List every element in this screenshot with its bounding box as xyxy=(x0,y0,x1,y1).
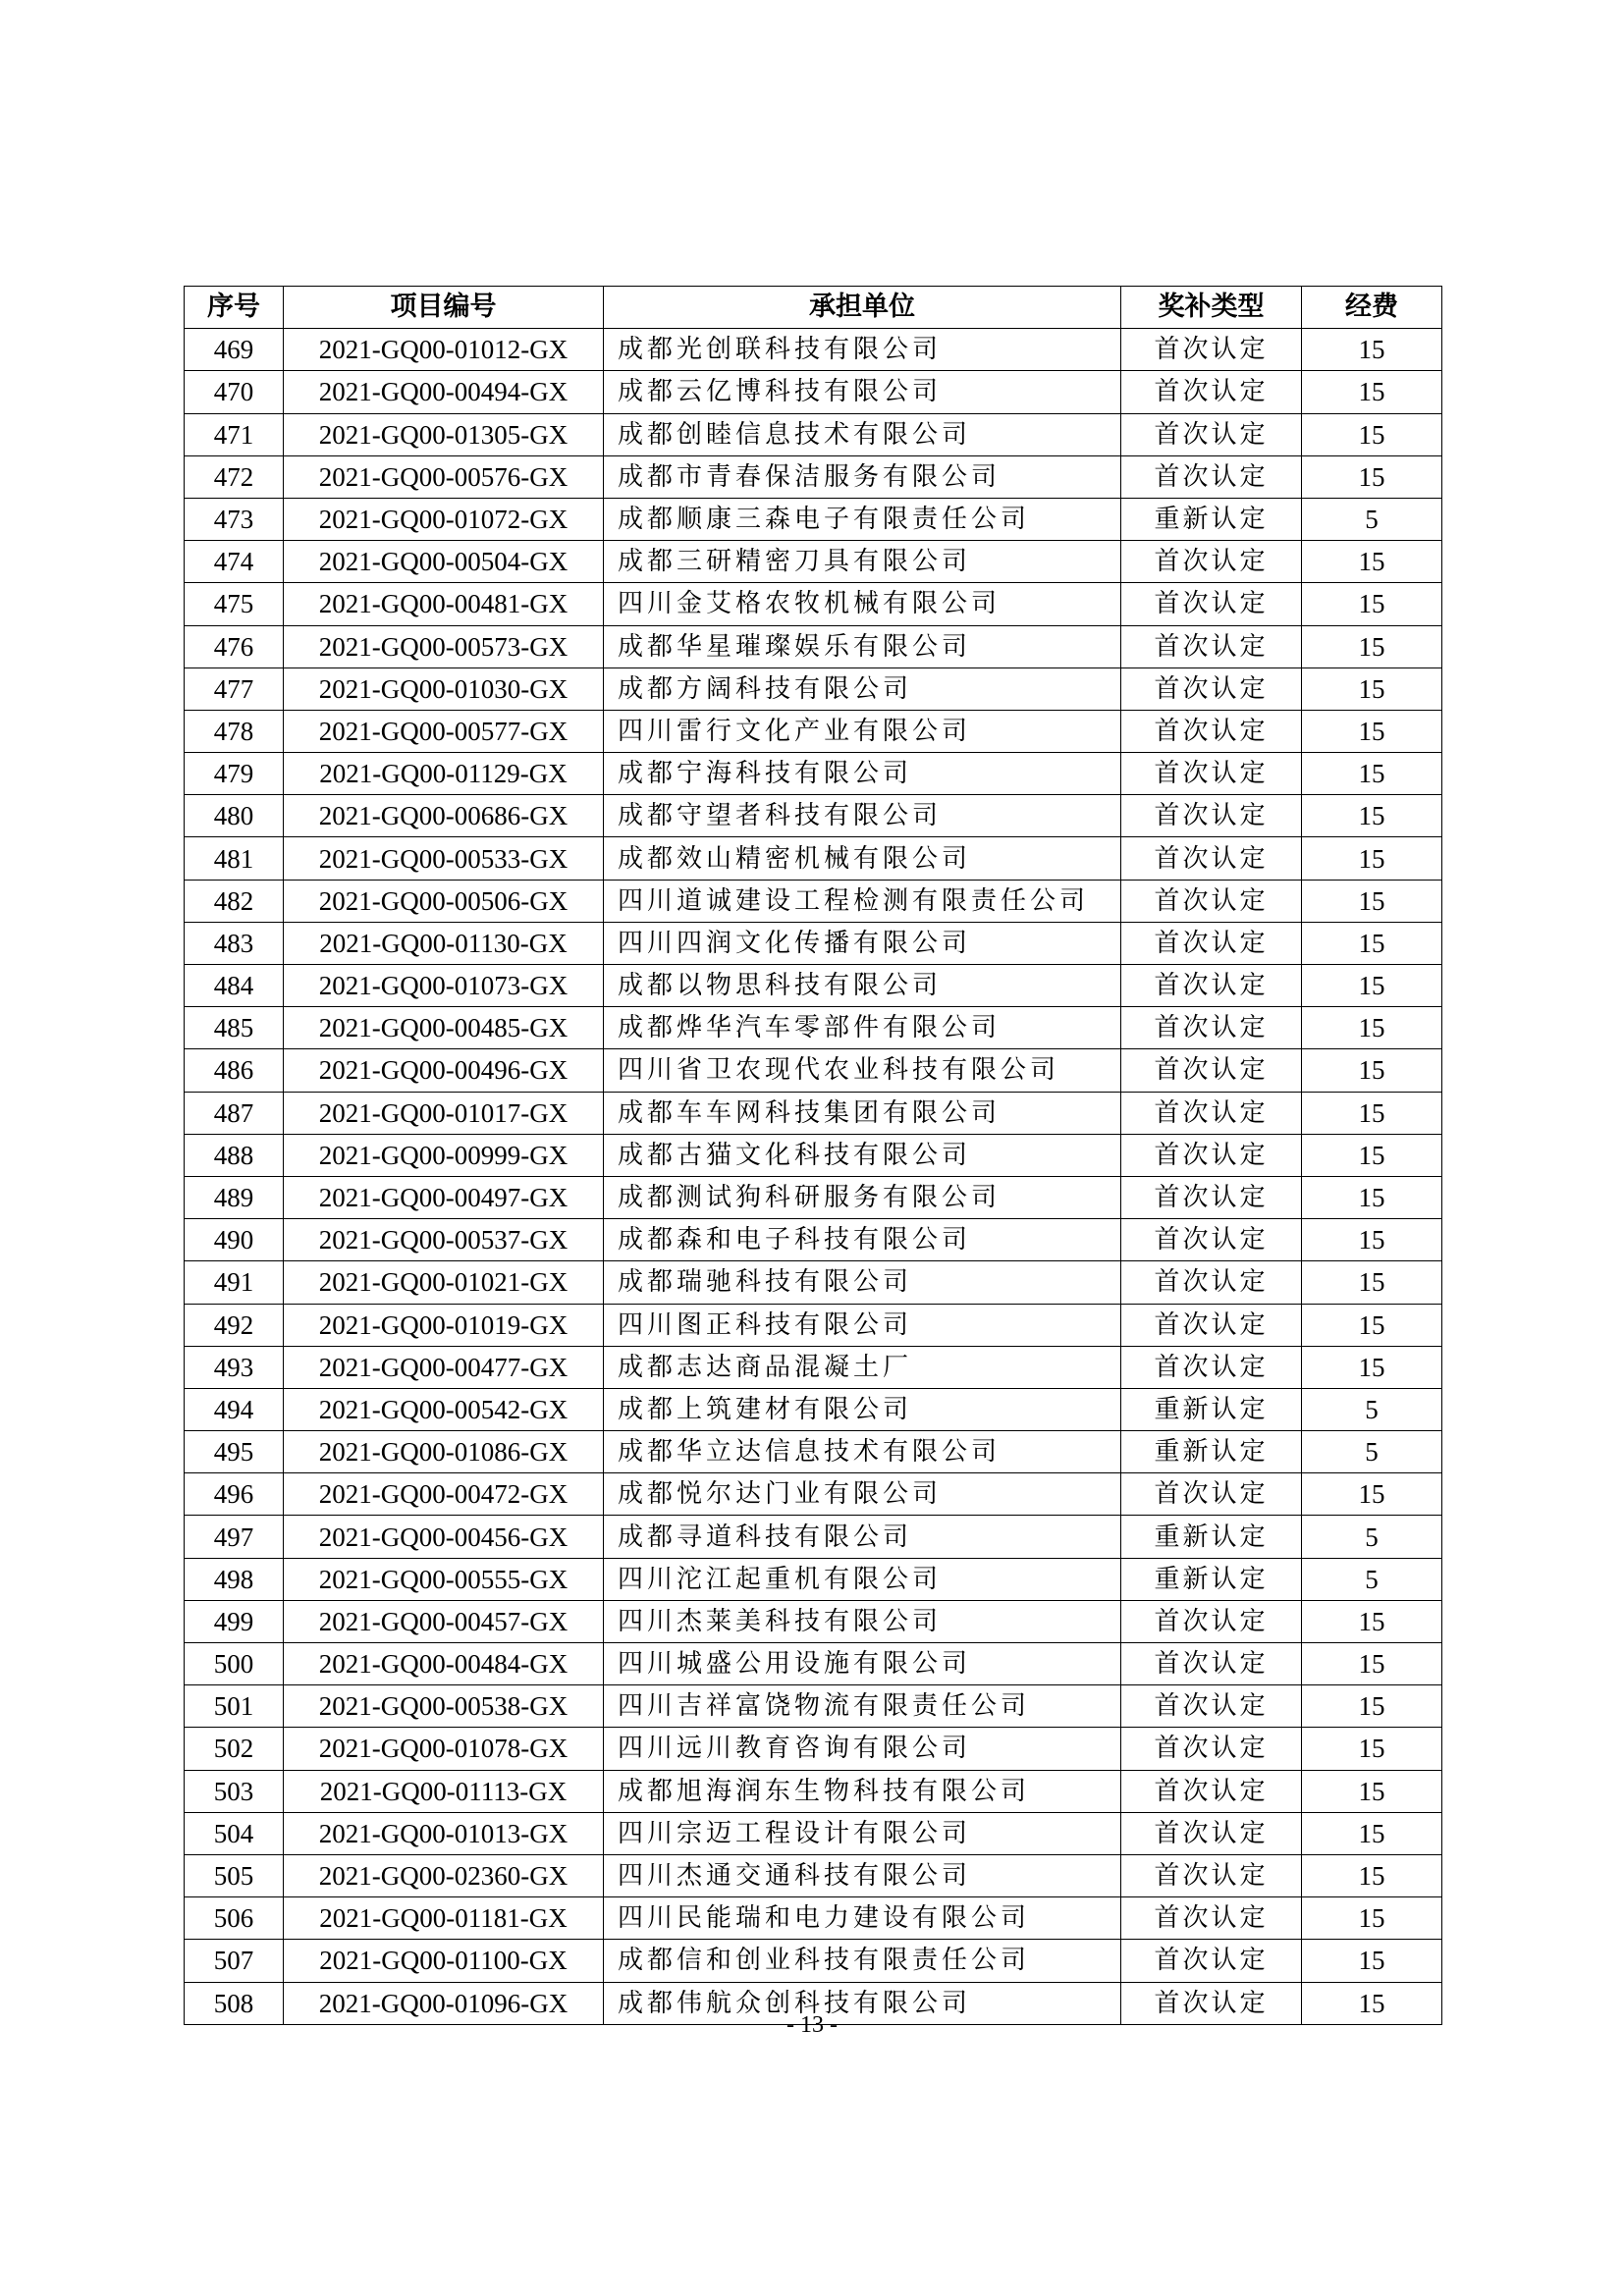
cell-index: 476 xyxy=(185,625,284,667)
cell-subsidy-type: 首次认定 xyxy=(1121,413,1302,455)
cell-project-code: 2021-GQ00-01129-GX xyxy=(284,753,604,795)
cell-organization: 四川杰通交通科技有限公司 xyxy=(604,1854,1121,1896)
table-row xyxy=(185,583,1442,625)
cell-project-code: 2021-GQ00-00481-GX xyxy=(284,583,604,625)
cell-project-code: 2021-GQ00-00542-GX xyxy=(284,1388,604,1430)
cell-organization: 成都华立达信息技术有限公司 xyxy=(604,1431,1121,1473)
cell-organization: 四川沱江起重机有限公司 xyxy=(604,1558,1121,1600)
cell-project-code: 2021-GQ00-00456-GX xyxy=(284,1516,604,1558)
cell-project-code: 2021-GQ00-00537-GX xyxy=(284,1219,604,1261)
cell-organization: 成都创睦信息技术有限公司 xyxy=(604,413,1121,455)
table-row xyxy=(185,1049,1442,1092)
table-row xyxy=(185,1388,1442,1430)
cell-subsidy-type: 首次认定 xyxy=(1121,1643,1302,1685)
cell-funding: 15 xyxy=(1302,1685,1442,1728)
table-row xyxy=(185,965,1442,1007)
cell-index: 475 xyxy=(185,583,284,625)
cell-subsidy-type: 首次认定 xyxy=(1121,1770,1302,1812)
cell-organization: 成都市青春保洁服务有限公司 xyxy=(604,455,1121,498)
cell-organization: 成都瑞驰科技有限公司 xyxy=(604,1261,1121,1304)
cell-subsidy-type: 首次认定 xyxy=(1121,965,1302,1007)
cell-project-code: 2021-GQ00-01012-GX xyxy=(284,329,604,371)
cell-subsidy-type: 首次认定 xyxy=(1121,1007,1302,1049)
cell-organization: 成都顺康三森电子有限责任公司 xyxy=(604,498,1121,540)
cell-funding: 15 xyxy=(1302,583,1442,625)
cell-subsidy-type: 首次认定 xyxy=(1121,1600,1302,1642)
cell-organization: 成都古猫文化科技有限公司 xyxy=(604,1134,1121,1176)
table-row xyxy=(185,1854,1442,1896)
cell-subsidy-type: 重新认定 xyxy=(1121,1558,1302,1600)
cell-index: 472 xyxy=(185,455,284,498)
cell-index: 491 xyxy=(185,1261,284,1304)
header-row xyxy=(185,287,1442,329)
cell-funding: 15 xyxy=(1302,1812,1442,1854)
cell-subsidy-type: 首次认定 xyxy=(1121,371,1302,413)
cell-funding: 15 xyxy=(1302,880,1442,922)
cell-subsidy-type: 首次认定 xyxy=(1121,1134,1302,1176)
table-row xyxy=(185,1516,1442,1558)
cell-funding: 15 xyxy=(1302,1261,1442,1304)
cell-project-code: 2021-GQ00-00472-GX xyxy=(284,1473,604,1516)
page-number: - 13 - xyxy=(786,2012,838,2038)
cell-project-code: 2021-GQ00-01100-GX xyxy=(284,1940,604,1982)
cell-subsidy-type: 首次认定 xyxy=(1121,922,1302,964)
cell-index: 504 xyxy=(185,1812,284,1854)
cell-organization: 四川民能瑞和电力建设有限公司 xyxy=(604,1897,1121,1940)
cell-index: 477 xyxy=(185,667,284,710)
cell-subsidy-type: 首次认定 xyxy=(1121,1473,1302,1516)
cell-funding: 15 xyxy=(1302,1473,1442,1516)
cell-organization: 四川宗迈工程设计有限公司 xyxy=(604,1812,1121,1854)
table-body xyxy=(185,329,1442,2025)
cell-index: 479 xyxy=(185,753,284,795)
table-row xyxy=(185,1770,1442,1812)
table-row xyxy=(185,880,1442,922)
cell-organization: 四川道诚建设工程检测有限责任公司 xyxy=(604,880,1121,922)
cell-funding: 15 xyxy=(1302,625,1442,667)
table-row xyxy=(185,1431,1442,1473)
cell-subsidy-type: 首次认定 xyxy=(1121,1261,1302,1304)
cell-subsidy-type: 首次认定 xyxy=(1121,667,1302,710)
cell-project-code: 2021-GQ00-00538-GX xyxy=(284,1685,604,1728)
cell-organization: 四川杰莱美科技有限公司 xyxy=(604,1600,1121,1642)
cell-funding: 15 xyxy=(1302,329,1442,371)
table-row xyxy=(185,329,1442,371)
cell-funding: 15 xyxy=(1302,710,1442,752)
table-row xyxy=(185,795,1442,837)
cell-subsidy-type: 首次认定 xyxy=(1121,1049,1302,1092)
cell-subsidy-type: 首次认定 xyxy=(1121,753,1302,795)
cell-funding: 15 xyxy=(1302,1134,1442,1176)
cell-subsidy-type: 重新认定 xyxy=(1121,498,1302,540)
cell-project-code: 2021-GQ00-01078-GX xyxy=(284,1728,604,1770)
cell-organization: 四川吉祥富饶物流有限责任公司 xyxy=(604,1685,1121,1728)
cell-index: 506 xyxy=(185,1897,284,1940)
cell-organization: 四川远川教育咨询有限公司 xyxy=(604,1728,1121,1770)
cell-funding: 15 xyxy=(1302,837,1442,880)
table-row xyxy=(185,1812,1442,1854)
cell-organization: 成都测试狗科研服务有限公司 xyxy=(604,1176,1121,1218)
cell-organization: 四川城盛公用设施有限公司 xyxy=(604,1643,1121,1685)
table-row xyxy=(185,1007,1442,1049)
cell-subsidy-type: 首次认定 xyxy=(1121,880,1302,922)
cell-subsidy-type: 首次认定 xyxy=(1121,1940,1302,1982)
cell-organization: 成都旭海润东生物科技有限公司 xyxy=(604,1770,1121,1812)
table-row xyxy=(185,1092,1442,1134)
table-row xyxy=(185,541,1442,583)
cell-subsidy-type: 首次认定 xyxy=(1121,583,1302,625)
cell-subsidy-type: 重新认定 xyxy=(1121,1388,1302,1430)
cell-project-code: 2021-GQ00-01019-GX xyxy=(284,1304,604,1346)
cell-funding: 15 xyxy=(1302,922,1442,964)
cell-index: 484 xyxy=(185,965,284,1007)
cell-subsidy-type: 首次认定 xyxy=(1121,1092,1302,1134)
cell-funding: 5 xyxy=(1302,1388,1442,1430)
cell-subsidy-type: 首次认定 xyxy=(1121,1176,1302,1218)
cell-organization: 四川省卫农现代农业科技有限公司 xyxy=(604,1049,1121,1092)
cell-organization: 四川四润文化传播有限公司 xyxy=(604,922,1121,964)
funding-table xyxy=(184,286,1442,2025)
table-row xyxy=(185,753,1442,795)
cell-project-code: 2021-GQ00-00573-GX xyxy=(284,625,604,667)
cell-project-code: 2021-GQ00-00496-GX xyxy=(284,1049,604,1092)
header-code: 项目编号 xyxy=(284,287,604,329)
cell-project-code: 2021-GQ00-00494-GX xyxy=(284,371,604,413)
cell-organization: 成都宁海科技有限公司 xyxy=(604,753,1121,795)
table-row xyxy=(185,455,1442,498)
cell-organization: 成都车车网科技集团有限公司 xyxy=(604,1092,1121,1134)
cell-project-code: 2021-GQ00-00999-GX xyxy=(284,1134,604,1176)
cell-index: 498 xyxy=(185,1558,284,1600)
table-row xyxy=(185,1304,1442,1346)
cell-organization: 成都悦尔达门业有限公司 xyxy=(604,1473,1121,1516)
cell-subsidy-type: 首次认定 xyxy=(1121,1982,1302,2024)
table-row xyxy=(185,667,1442,710)
cell-subsidy-type: 首次认定 xyxy=(1121,625,1302,667)
cell-funding: 15 xyxy=(1302,1643,1442,1685)
cell-subsidy-type: 首次认定 xyxy=(1121,1897,1302,1940)
cell-index: 487 xyxy=(185,1092,284,1134)
cell-index: 471 xyxy=(185,413,284,455)
cell-subsidy-type: 首次认定 xyxy=(1121,329,1302,371)
table-row xyxy=(185,710,1442,752)
table-row xyxy=(185,1134,1442,1176)
cell-funding: 15 xyxy=(1302,1219,1442,1261)
cell-project-code: 2021-GQ00-00497-GX xyxy=(284,1176,604,1218)
table-row xyxy=(185,1346,1442,1388)
cell-project-code: 2021-GQ00-01181-GX xyxy=(284,1897,604,1940)
table-row xyxy=(185,1176,1442,1218)
header-fee: 经费 xyxy=(1302,287,1442,329)
cell-index: 496 xyxy=(185,1473,284,1516)
cell-funding: 15 xyxy=(1302,1770,1442,1812)
cell-index: 490 xyxy=(185,1219,284,1261)
cell-subsidy-type: 首次认定 xyxy=(1121,795,1302,837)
cell-organization: 成都烨华汽车零部件有限公司 xyxy=(604,1007,1121,1049)
funding-table-container xyxy=(184,286,1441,2025)
cell-project-code: 2021-GQ00-00477-GX xyxy=(284,1346,604,1388)
table-row xyxy=(185,1558,1442,1600)
cell-organization: 四川图正科技有限公司 xyxy=(604,1304,1121,1346)
cell-funding: 15 xyxy=(1302,1007,1442,1049)
cell-organization: 成都志达商品混凝土厂 xyxy=(604,1346,1121,1388)
cell-funding: 15 xyxy=(1302,413,1442,455)
cell-funding: 15 xyxy=(1302,1176,1442,1218)
cell-project-code: 2021-GQ00-00504-GX xyxy=(284,541,604,583)
cell-index: 503 xyxy=(185,1770,284,1812)
table-row xyxy=(185,498,1442,540)
cell-index: 502 xyxy=(185,1728,284,1770)
cell-organization: 成都森和电子科技有限公司 xyxy=(604,1219,1121,1261)
cell-project-code: 2021-GQ00-01017-GX xyxy=(284,1092,604,1134)
table-row xyxy=(185,1643,1442,1685)
cell-organization: 成都效山精密机械有限公司 xyxy=(604,837,1121,880)
cell-project-code: 2021-GQ00-02360-GX xyxy=(284,1854,604,1896)
cell-organization: 成都三研精密刀具有限公司 xyxy=(604,541,1121,583)
cell-index: 507 xyxy=(185,1940,284,1982)
cell-organization: 成都以物思科技有限公司 xyxy=(604,965,1121,1007)
cell-subsidy-type: 首次认定 xyxy=(1121,1728,1302,1770)
cell-index: 485 xyxy=(185,1007,284,1049)
table-row xyxy=(185,371,1442,413)
cell-index: 489 xyxy=(185,1176,284,1218)
cell-subsidy-type: 首次认定 xyxy=(1121,541,1302,583)
cell-subsidy-type: 首次认定 xyxy=(1121,1346,1302,1388)
cell-funding: 15 xyxy=(1302,1940,1442,1982)
cell-funding: 5 xyxy=(1302,1516,1442,1558)
table-row xyxy=(185,1897,1442,1940)
header-type: 奖补类型 xyxy=(1121,287,1302,329)
cell-organization: 四川金艾格农牧机械有限公司 xyxy=(604,583,1121,625)
cell-project-code: 2021-GQ00-00506-GX xyxy=(284,880,604,922)
cell-funding: 15 xyxy=(1302,1982,1442,2024)
cell-organization: 成都寻道科技有限公司 xyxy=(604,1516,1121,1558)
cell-project-code: 2021-GQ00-00686-GX xyxy=(284,795,604,837)
cell-funding: 15 xyxy=(1302,965,1442,1007)
table-row xyxy=(185,922,1442,964)
cell-index: 486 xyxy=(185,1049,284,1092)
cell-organization: 成都信和创业科技有限责任公司 xyxy=(604,1940,1121,1982)
cell-index: 501 xyxy=(185,1685,284,1728)
table-row xyxy=(185,837,1442,880)
table-row xyxy=(185,413,1442,455)
cell-funding: 15 xyxy=(1302,1897,1442,1940)
table-row xyxy=(185,1473,1442,1516)
cell-project-code: 2021-GQ00-01113-GX xyxy=(284,1770,604,1812)
table-row xyxy=(185,625,1442,667)
cell-index: 495 xyxy=(185,1431,284,1473)
header-index: 序号 xyxy=(185,287,284,329)
cell-project-code: 2021-GQ00-00576-GX xyxy=(284,455,604,498)
cell-index: 492 xyxy=(185,1304,284,1346)
cell-index: 482 xyxy=(185,880,284,922)
cell-project-code: 2021-GQ00-00555-GX xyxy=(284,1558,604,1600)
cell-funding: 5 xyxy=(1302,498,1442,540)
cell-funding: 15 xyxy=(1302,795,1442,837)
cell-project-code: 2021-GQ00-00485-GX xyxy=(284,1007,604,1049)
cell-funding: 15 xyxy=(1302,541,1442,583)
cell-index: 483 xyxy=(185,922,284,964)
cell-project-code: 2021-GQ00-01073-GX xyxy=(284,965,604,1007)
cell-index: 494 xyxy=(185,1388,284,1430)
cell-project-code: 2021-GQ00-00533-GX xyxy=(284,837,604,880)
cell-subsidy-type: 首次认定 xyxy=(1121,1854,1302,1896)
cell-index: 493 xyxy=(185,1346,284,1388)
cell-organization: 成都光创联科技有限公司 xyxy=(604,329,1121,371)
cell-funding: 15 xyxy=(1302,455,1442,498)
table-row xyxy=(185,1261,1442,1304)
cell-subsidy-type: 首次认定 xyxy=(1121,1304,1302,1346)
cell-funding: 15 xyxy=(1302,1854,1442,1896)
table-row xyxy=(185,1940,1442,1982)
cell-project-code: 2021-GQ00-01305-GX xyxy=(284,413,604,455)
cell-funding: 15 xyxy=(1302,1049,1442,1092)
cell-index: 478 xyxy=(185,710,284,752)
cell-index: 499 xyxy=(185,1600,284,1642)
cell-subsidy-type: 重新认定 xyxy=(1121,1516,1302,1558)
cell-index: 508 xyxy=(185,1982,284,2024)
cell-organization: 成都华星璀璨娱乐有限公司 xyxy=(604,625,1121,667)
cell-index: 470 xyxy=(185,371,284,413)
cell-subsidy-type: 首次认定 xyxy=(1121,1219,1302,1261)
cell-index: 473 xyxy=(185,498,284,540)
cell-subsidy-type: 重新认定 xyxy=(1121,1431,1302,1473)
cell-index: 488 xyxy=(185,1134,284,1176)
cell-project-code: 2021-GQ00-01021-GX xyxy=(284,1261,604,1304)
cell-funding: 15 xyxy=(1302,667,1442,710)
cell-project-code: 2021-GQ00-00484-GX xyxy=(284,1643,604,1685)
cell-project-code: 2021-GQ00-00577-GX xyxy=(284,710,604,752)
cell-organization: 成都方阔科技有限公司 xyxy=(604,667,1121,710)
cell-funding: 5 xyxy=(1302,1431,1442,1473)
cell-funding: 15 xyxy=(1302,1600,1442,1642)
cell-index: 500 xyxy=(185,1643,284,1685)
cell-project-code: 2021-GQ00-01096-GX xyxy=(284,1982,604,2024)
cell-index: 497 xyxy=(185,1516,284,1558)
cell-funding: 15 xyxy=(1302,371,1442,413)
cell-organization: 成都守望者科技有限公司 xyxy=(604,795,1121,837)
cell-project-code: 2021-GQ00-00457-GX xyxy=(284,1600,604,1642)
cell-subsidy-type: 首次认定 xyxy=(1121,710,1302,752)
cell-subsidy-type: 首次认定 xyxy=(1121,455,1302,498)
cell-subsidy-type: 首次认定 xyxy=(1121,1685,1302,1728)
cell-index: 505 xyxy=(185,1854,284,1896)
cell-project-code: 2021-GQ00-01030-GX xyxy=(284,667,604,710)
cell-subsidy-type: 首次认定 xyxy=(1121,837,1302,880)
table-row xyxy=(185,1219,1442,1261)
cell-organization: 成都上筑建材有限公司 xyxy=(604,1388,1121,1430)
cell-funding: 5 xyxy=(1302,1558,1442,1600)
header-unit: 承担单位 xyxy=(604,287,1121,329)
cell-funding: 15 xyxy=(1302,1092,1442,1134)
cell-funding: 15 xyxy=(1302,1304,1442,1346)
cell-funding: 15 xyxy=(1302,753,1442,795)
table-row xyxy=(185,1728,1442,1770)
cell-organization: 成都伟航众创科技有限公司 xyxy=(604,1982,1121,2024)
cell-funding: 15 xyxy=(1302,1346,1442,1388)
cell-project-code: 2021-GQ00-01072-GX xyxy=(284,498,604,540)
table-row xyxy=(185,1600,1442,1642)
cell-subsidy-type: 首次认定 xyxy=(1121,1812,1302,1854)
cell-funding: 15 xyxy=(1302,1728,1442,1770)
cell-project-code: 2021-GQ00-01086-GX xyxy=(284,1431,604,1473)
cell-organization: 四川雷行文化产业有限公司 xyxy=(604,710,1121,752)
cell-index: 480 xyxy=(185,795,284,837)
cell-organization: 成都云亿博科技有限公司 xyxy=(604,371,1121,413)
cell-index: 474 xyxy=(185,541,284,583)
cell-project-code: 2021-GQ00-01013-GX xyxy=(284,1812,604,1854)
cell-project-code: 2021-GQ00-01130-GX xyxy=(284,922,604,964)
cell-index: 469 xyxy=(185,329,284,371)
table-header xyxy=(185,287,1442,329)
table-row xyxy=(185,1685,1442,1728)
cell-index: 481 xyxy=(185,837,284,880)
